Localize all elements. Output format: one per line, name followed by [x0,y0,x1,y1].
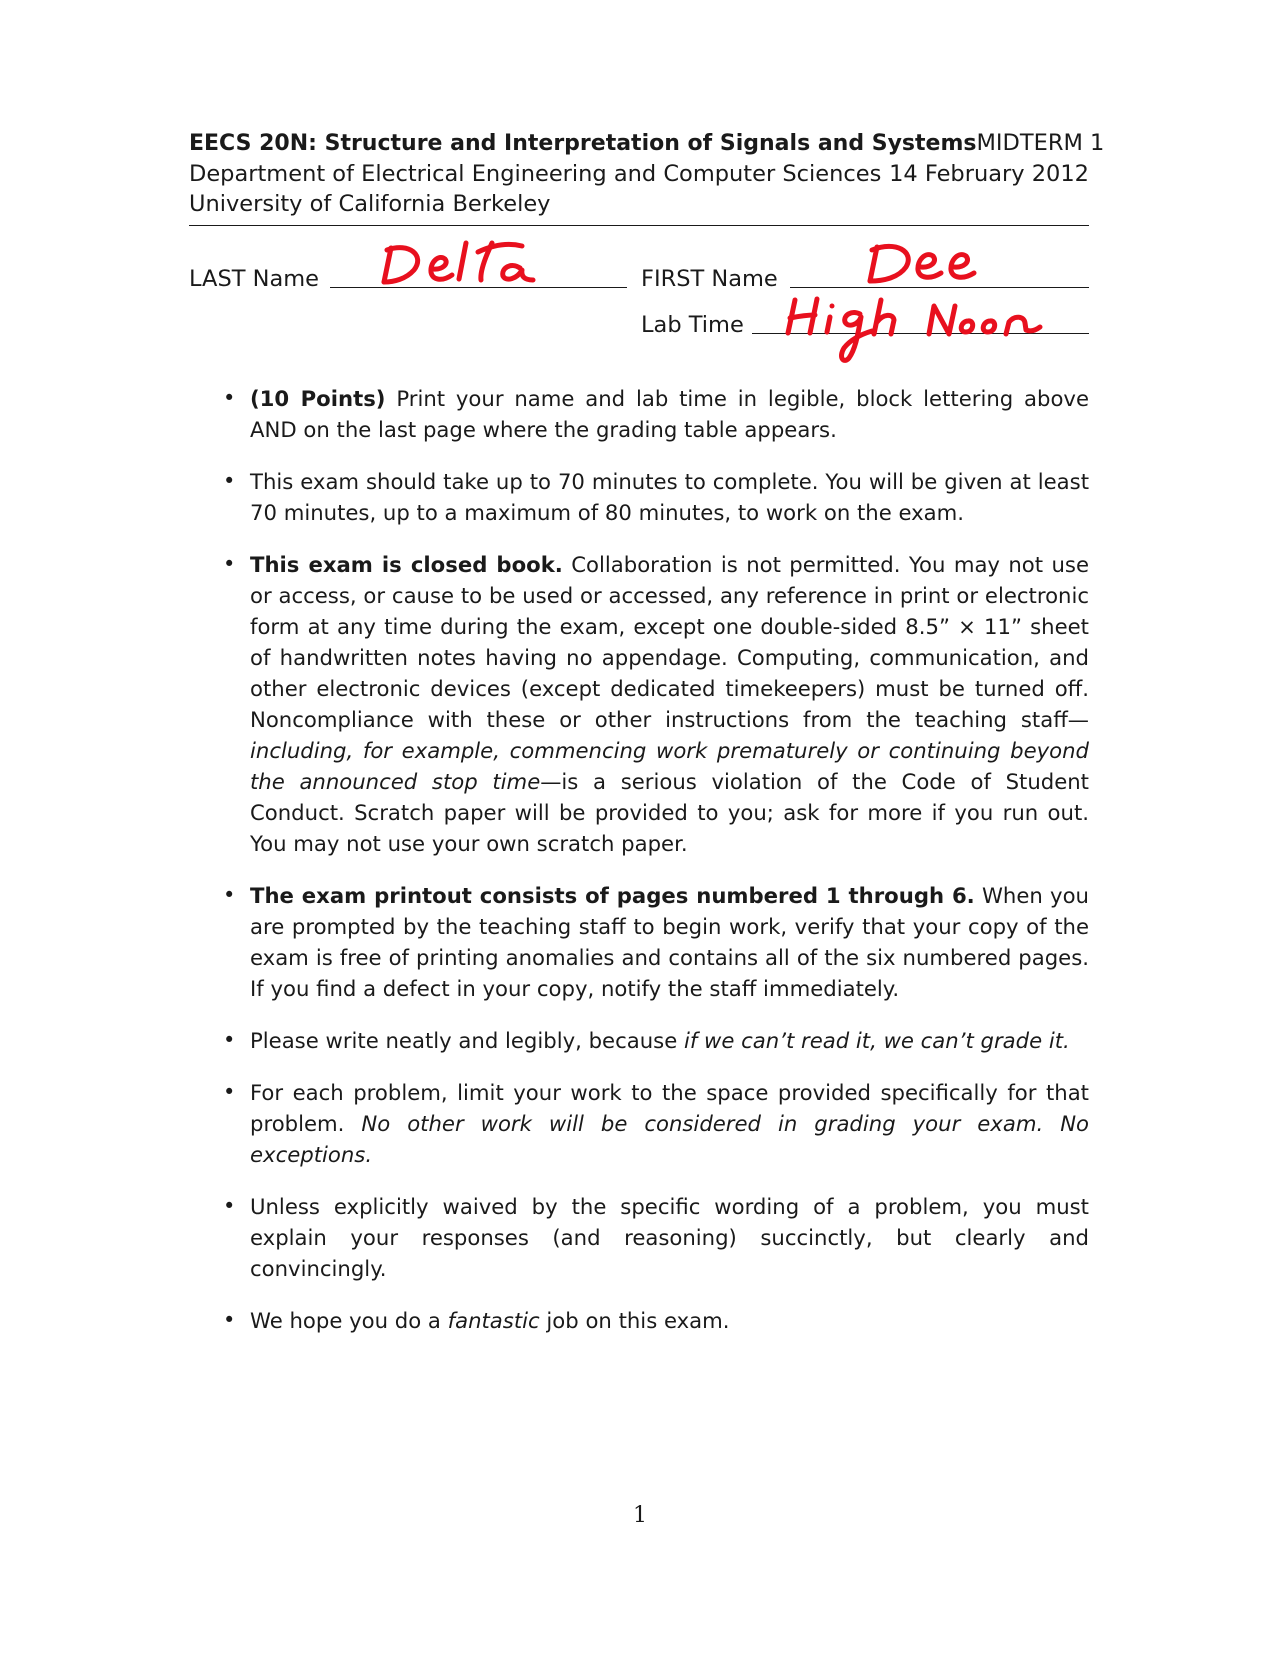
university: University of California Berkeley [189,191,551,217]
instruction-8-text: We hope you do a [250,1308,448,1333]
instruction-4-bold: The exam printout consists of pages numbered 1 through 6. [250,883,975,908]
handwritten-first-name-dee [870,246,974,281]
instruction-item-1 [223,383,1089,445]
lab-time-label: Lab Time [641,312,744,338]
exam-date: 14 February 2012 [889,161,1089,187]
instruction-item-6 [223,1077,1089,1170]
handwritten-last-name-delta [384,243,533,282]
lab-time-line[interactable] [752,333,1089,334]
instruction-7-text: Unless explicitly waived by the specific wording of a problem, you must explain your responses (and reasoning) succinctly, but clearly and convincingly. [250,1194,1089,1281]
header-row-2 [189,159,1089,189]
page-number: 1 [633,1503,647,1528]
last-name-line[interactable] [330,287,627,288]
last-name-label: LAST Name [189,266,320,292]
first-name-label: FIRST Name [641,266,778,292]
exam-header [189,128,1105,219]
instruction-3-bold: This exam is closed book. [250,552,563,577]
instruction-item-4 [223,880,1089,1004]
instruction-3-italic: including, for example, commencing work prematurely or continuing beyond the announced stop time [250,738,1089,794]
instruction-item-7 [223,1191,1089,1284]
handwritten-lab-time-high-noon [788,299,1040,360]
header-row-3 [189,189,1089,219]
instruction-3-text: Collaboration is not permitted. You may not use or access, or cause to be used or accessed, any reference in print or electronic form at any time during the exam, except one double-sided 8.5” × 11” sheet of handwritten notes having no appendage. Computing, communication, and other electronic devices (except dedicated timekeepers) must be turned off. Noncompliance with these or other instructions from the teaching staff— [250,552,1089,732]
instruction-8-text-after: job on this exam. [539,1308,730,1333]
instruction-1-bold: (10 Points) [250,386,386,411]
instruction-6-italic: No other work will be considered in grading your exam. No exceptions. [250,1111,1090,1167]
instruction-item-3 [223,549,1089,859]
instruction-2-text: This exam should take up to 70 minutes to complete. You will be given at least 70 minutes, up to a maximum of 80 minutes, to work on the exam. [250,469,1089,525]
instruction-6-text: For each problem, limit your work to the space provided specifically for that problem. [250,1080,1089,1136]
header-rule [189,225,1089,226]
course-title: EECS 20N: Structure and Interpretation of Signals and Systems [189,131,977,156]
instruction-item-2 [223,466,1089,528]
exam-name: MIDTERM 1 [976,130,1105,156]
instruction-8-italic: fantastic [447,1308,540,1333]
instruction-1-text: Print your name and lab time in legible, block lettering above AND on the last page where the grading table appears. [250,386,1089,442]
first-name-line[interactable] [790,287,1089,288]
instruction-3-text-after: —is a serious violation of the Code of Student Conduct. Scratch paper will be provided to you; ask for more if you run out. You may not use your own scratch paper. [250,769,1089,856]
department: Department of Electrical Engineering and Computer Sciences [189,161,882,187]
header-row-1 [189,128,1105,159]
instruction-5-text: Please write neatly and legibly, because [250,1028,684,1053]
instruction-item-8 [223,1305,1089,1336]
instruction-item-5 [223,1025,1089,1056]
instruction-4-text: When you are prompted by the teaching staff to begin work, verify that your copy of the exam is free of printing anomalies and contains all of the six numbered pages. If you find a defect in your copy, notify the staff immediately. [250,883,1089,1001]
instruction-list [223,383,1089,1357]
instruction-5-italic: if we can’t read it, we can’t grade it. [683,1028,1070,1053]
